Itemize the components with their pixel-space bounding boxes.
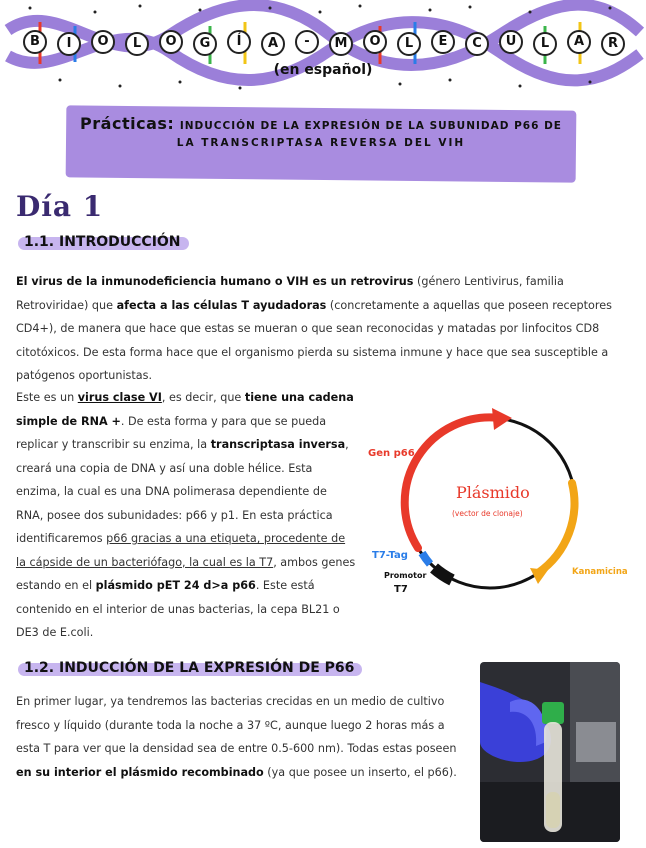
- virus-class-bold: virus clase VI: [77, 391, 162, 404]
- virus-bold-2: transcriptasa inversa: [210, 438, 346, 451]
- intro-text-2: (concretamente a aquellas que poseen receptores CD4+), de manera que hace que estas se mueran o que sean reconocidas y matadas por linfocitos CD8 citotóxicos. De esta forma hace que el organismo pierda su sistema inmune y hace que sea susceptible a patógenos oportunistas.: [16, 298, 612, 382]
- banner-title-letter: B: [23, 30, 47, 54]
- induction-bold-1: en su interior el plásmido recombinado: [16, 765, 264, 779]
- plasmid-sublabel: (vector de clonaje): [452, 509, 523, 518]
- intro-bold-1: El virus de la inmunodeficiencia humano o VIH es un retrovirus: [16, 275, 414, 288]
- title-banner: [0, 0, 646, 92]
- test-tube-photo: [480, 662, 620, 842]
- practicas-line1: INDUCCIÓN DE LA EXPRESIÓN DE LA SUBUNIDAD P66 DE: [179, 120, 562, 132]
- promoter-label: Promotor: [384, 571, 427, 580]
- banner-title-letter: O: [91, 30, 115, 54]
- promoter-mark: [434, 568, 452, 580]
- banner-title-letter: M: [329, 32, 353, 56]
- banner-title-letter: L: [533, 32, 557, 56]
- day-heading: Día 1: [16, 190, 104, 223]
- virus-bold-1: tiene una cadena simple de RNA +: [16, 391, 354, 428]
- intro-text-1: (género Lentivirus, familia Retroviridae) que: [16, 275, 564, 312]
- banner-subtitle: (en español): [273, 62, 373, 78]
- section-heading-induction: 1.2. INDUCCIÓN DE LA EXPRESIÓN DE P66: [18, 660, 360, 676]
- banner-title-letter: A: [567, 30, 591, 54]
- induction-paragraph: [16, 690, 468, 784]
- banner-title-letter: I: [57, 32, 81, 56]
- banner-title-letter: G: [193, 32, 217, 56]
- practicas-line2: LA TRANSCRIPTASA REVERSA DEL VIH: [176, 137, 466, 149]
- banner-title-letter: -: [295, 30, 319, 54]
- gene-label: Gen p66: [368, 448, 415, 459]
- banner-title-letter: A: [261, 32, 285, 56]
- promoter-sublabel: T7: [394, 584, 408, 595]
- virus-text-5: , ambos genes estando en el: [16, 555, 356, 592]
- induction-text-2: (ya que posee un inserto, el p66).: [263, 765, 457, 779]
- induction-text-1: En primer lugar, ya tendremos las bacterias crecidas en un medio de cultivo fresco y líquido (durante toda la noche a 37 ºC, aunque luego 2 horas más a esta T para ver que la densidad sea de entre 0.5-600 nm). Todas estas poseen: [16, 695, 457, 755]
- banner-title: [18, 28, 630, 58]
- virus-text-6: . Este está contenido en el interior de unas bacterias, la cepa BL21 o DE3 de E.coli.: [16, 579, 340, 639]
- virus-paragraph: [16, 386, 356, 645]
- kan-label: Kanamicina: [572, 567, 628, 577]
- t7-tag-mark: [422, 553, 430, 564]
- plasmid-diagram: [360, 398, 646, 608]
- intro-bold-2: afecta a las células T ayudadoras: [116, 298, 327, 312]
- virus-text-1: Este es un: [16, 391, 78, 404]
- virus-bold-3: plásmido pET 24 d>a p66: [95, 579, 256, 592]
- section-heading-intro: 1.1. INTRODUCCIÓN: [18, 234, 187, 250]
- virus-text-2: , es decir, que: [161, 391, 245, 404]
- gene-arrowhead-icon: [492, 408, 512, 430]
- tag-label: T7-Tag: [372, 550, 408, 561]
- plasmid-label: Plásmido: [456, 483, 530, 502]
- banner-title-letter: O: [159, 30, 183, 54]
- kanamicina-arc: [538, 483, 574, 573]
- virus-text-4: , creará una copia de DNA y así una doble hélice. Esta enzima, la cual es una DNA polimerasa dependiente de RNA, posee dos subunidades: p66 y p1. En esta práctica identificaremos: [16, 438, 349, 545]
- banner-title-letter: C: [465, 32, 489, 56]
- intro-paragraph: [16, 270, 628, 388]
- banner-title-letter: L: [397, 32, 421, 56]
- banner-title-letter: U: [499, 30, 523, 54]
- practicas-lead: Prácticas:: [80, 114, 175, 133]
- banner-title-letter: E: [431, 30, 455, 54]
- banner-title-letter: R: [601, 32, 625, 56]
- practicas-title: [66, 114, 576, 149]
- virus-underline: p66 gracias a una etiqueta, procedente de la cápside de un bacteriófago, la cual es la T7: [16, 532, 346, 569]
- virus-text-3: . De esta forma y para que se pueda replicar y transcribir su enzima, la: [16, 414, 327, 451]
- banner-title-letter: Í: [227, 30, 251, 54]
- banner-title-letter: L: [125, 32, 149, 56]
- banner-title-letter: O: [363, 30, 387, 54]
